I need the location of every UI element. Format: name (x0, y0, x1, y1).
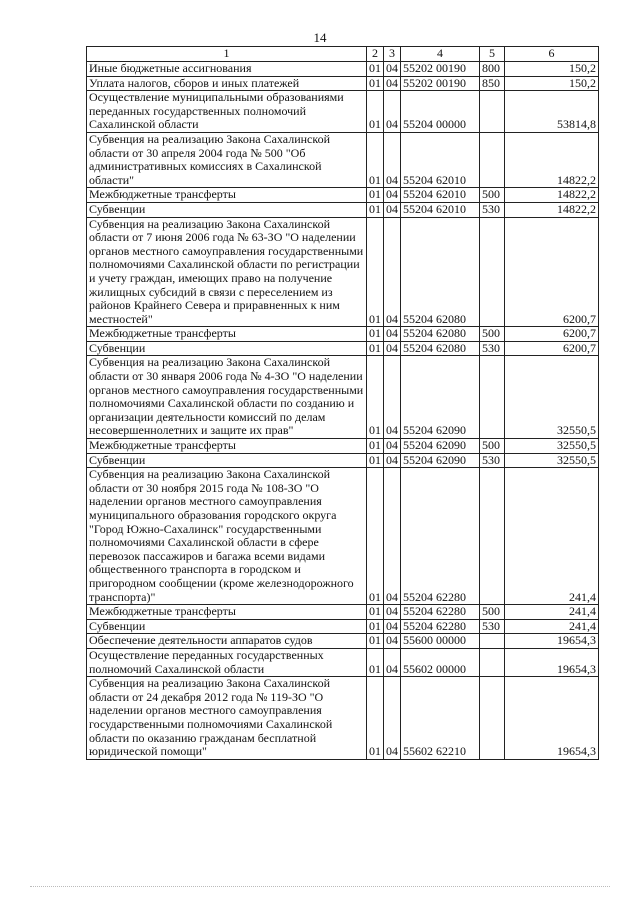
cell-expense-kind: 530 (480, 341, 505, 356)
cell-expense-kind (480, 217, 505, 327)
cell-sum: 19654,3 (505, 677, 599, 760)
cell-subsection: 04 (384, 76, 401, 91)
cell-sum: 241,4 (505, 468, 599, 605)
table-row (87, 202, 599, 217)
cell-expense-kind: 530 (480, 202, 505, 217)
page-number: 14 (313, 30, 327, 45)
cell-name: Межбюджетные трансферты (87, 327, 367, 342)
cell-section: 01 (367, 327, 384, 342)
cell-name: Субвенция на реализацию Закона Сахалинской области от 30 апреля 2004 года № 500 "Об административных комиссиях в Сахалинской области" (87, 132, 367, 187)
cell-name: Осуществление переданных государственных полномочий Сахалинской области (87, 648, 367, 676)
cell-section: 01 (367, 132, 384, 187)
cell-section: 01 (367, 619, 384, 634)
cell-sum: 241,4 (505, 619, 599, 634)
cell-expense-kind: 500 (480, 439, 505, 454)
cell-section: 01 (367, 91, 384, 133)
cell-section: 01 (367, 468, 384, 605)
cell-article: 55204 62080 (401, 327, 480, 342)
header-cell-subsection: 3 (384, 47, 401, 62)
cell-expense-kind: 530 (480, 453, 505, 468)
cell-sum: 150,2 (505, 76, 599, 91)
cell-expense-kind (480, 356, 505, 439)
cell-subsection: 04 (384, 188, 401, 203)
cell-article: 55204 62010 (401, 188, 480, 203)
cell-subsection: 04 (384, 439, 401, 454)
cell-article: 55204 62090 (401, 453, 480, 468)
cell-subsection: 04 (384, 341, 401, 356)
cell-sum: 241,4 (505, 605, 599, 620)
table-row (87, 605, 599, 620)
table-row (87, 634, 599, 649)
cell-name: Иные бюджетные ассигнования (87, 62, 367, 77)
cell-sum: 53814,8 (505, 91, 599, 133)
table-row (87, 217, 599, 327)
cell-section: 01 (367, 76, 384, 91)
table-row (87, 619, 599, 634)
cell-expense-kind: 800 (480, 62, 505, 77)
cell-name: Обеспечение деятельности аппаратов судов (87, 634, 367, 649)
table-row (87, 76, 599, 91)
cell-name: Межбюджетные трансферты (87, 605, 367, 620)
budget-table (86, 46, 599, 760)
header-cell-expense-kind: 5 (480, 47, 505, 62)
table-row (87, 341, 599, 356)
header-row (87, 47, 599, 62)
cell-sum: 32550,5 (505, 453, 599, 468)
cell-article: 55204 62010 (401, 202, 480, 217)
cell-sum: 32550,5 (505, 439, 599, 454)
budget-table-body (87, 47, 599, 760)
cell-sum: 14822,2 (505, 188, 599, 203)
table-row (87, 91, 599, 133)
cell-expense-kind (480, 91, 505, 133)
cell-section: 01 (367, 356, 384, 439)
table-row (87, 327, 599, 342)
cell-subsection: 04 (384, 634, 401, 649)
header-cell-article: 4 (401, 47, 480, 62)
cell-sum: 6200,7 (505, 327, 599, 342)
cell-expense-kind: 500 (480, 188, 505, 203)
cell-name: Субвенции (87, 341, 367, 356)
cell-name: Уплата налогов, сборов и иных платежей (87, 76, 367, 91)
cell-section: 01 (367, 453, 384, 468)
cell-article: 55204 62280 (401, 468, 480, 605)
table-row (87, 188, 599, 203)
cell-subsection: 04 (384, 356, 401, 439)
cell-sum: 32550,5 (505, 356, 599, 439)
cell-name: Осуществление муниципальными образованиями переданных государственных полномочий Сахалинской области (87, 91, 367, 133)
cell-section: 01 (367, 439, 384, 454)
cell-expense-kind: 850 (480, 76, 505, 91)
cell-section: 01 (367, 677, 384, 760)
cell-sum: 19654,3 (505, 648, 599, 676)
cell-sum: 6200,7 (505, 341, 599, 356)
cell-section: 01 (367, 202, 384, 217)
cell-section: 01 (367, 634, 384, 649)
cell-expense-kind: 530 (480, 619, 505, 634)
header-cell-sum: 6 (505, 47, 599, 62)
cell-subsection: 04 (384, 677, 401, 760)
cell-name: Субвенции (87, 619, 367, 634)
cell-name: Субвенция на реализацию Закона Сахалинской области от 30 ноября 2015 года № 108-ЗО "О наделении органов местного самоуправления муниципального образования городского округа "Город Южно-Сахалинск" государственными полномочиями Сахалинской области в сфере перевозок пассажиров и багажа всеми видами общественного транспорта в городском и пригородном сообщении (кроме железнодорожного транспорта)" (87, 468, 367, 605)
table-row (87, 648, 599, 676)
cell-name: Субвенция на реализацию Закона Сахалинской области от 24 декабря 2012 года № 119-ЗО "О наделении органов местного самоуправления государственными полномочиями Сахалинской области по оказанию гражданам бесплатной юридической помощи" (87, 677, 367, 760)
cell-section: 01 (367, 217, 384, 327)
cell-subsection: 04 (384, 202, 401, 217)
cell-expense-kind: 500 (480, 605, 505, 620)
cell-article: 55602 62210 (401, 677, 480, 760)
cell-expense-kind (480, 468, 505, 605)
cell-name: Субвенции (87, 453, 367, 468)
cell-article: 55600 00000 (401, 634, 480, 649)
cell-section: 01 (367, 341, 384, 356)
cell-subsection: 04 (384, 327, 401, 342)
cell-section: 01 (367, 605, 384, 620)
table-row (87, 468, 599, 605)
cell-article: 55204 62080 (401, 217, 480, 327)
cell-sum: 14822,2 (505, 202, 599, 217)
header-cell-section: 2 (367, 47, 384, 62)
cell-section: 01 (367, 188, 384, 203)
cell-subsection: 04 (384, 62, 401, 77)
cell-name: Межбюджетные трансферты (87, 439, 367, 454)
cell-name: Субвенция на реализацию Закона Сахалинской области от 7 июня 2006 года № 63-ЗО "О наделении органов местного самоуправления государственными полномочиями Сахалинской области по регистрации и учету граждан, имеющих право на получение жилищных субсидий в связи с переселением из районов Крайнего Севера и приравненных к ним местностей" (87, 217, 367, 327)
cell-article: 55204 62280 (401, 605, 480, 620)
cell-subsection: 04 (384, 619, 401, 634)
cell-subsection: 04 (384, 468, 401, 605)
cell-article: 55202 00190 (401, 62, 480, 77)
cell-article: 55204 62010 (401, 132, 480, 187)
cell-subsection: 04 (384, 91, 401, 133)
header-cell-name: 1 (87, 47, 367, 62)
table-row (87, 132, 599, 187)
cell-name: Межбюджетные трансферты (87, 188, 367, 203)
cell-sum: 19654,3 (505, 634, 599, 649)
cell-article: 55204 62080 (401, 341, 480, 356)
cell-subsection: 04 (384, 648, 401, 676)
table-row (87, 439, 599, 454)
cell-expense-kind: 500 (480, 327, 505, 342)
table-row (87, 356, 599, 439)
cell-section: 01 (367, 648, 384, 676)
table-row (87, 453, 599, 468)
cell-subsection: 04 (384, 605, 401, 620)
cell-subsection: 04 (384, 217, 401, 327)
cell-article: 55204 00000 (401, 91, 480, 133)
cell-article: 55204 62090 (401, 439, 480, 454)
cell-name: Субвенции (87, 202, 367, 217)
cell-subsection: 04 (384, 132, 401, 187)
table-row (87, 677, 599, 760)
cell-expense-kind (480, 677, 505, 760)
cell-expense-kind (480, 648, 505, 676)
cell-article: 55602 00000 (401, 648, 480, 676)
cell-section: 01 (367, 62, 384, 77)
cell-article: 55204 62090 (401, 356, 480, 439)
cell-expense-kind (480, 634, 505, 649)
table-row (87, 62, 599, 77)
scan-artifact (30, 886, 610, 889)
cell-name: Субвенция на реализацию Закона Сахалинской области от 30 января 2006 года № 4-ЗО "О наделении органов местного самоуправления государственными полномочиями Сахалинской области по созданию и организации деятельности комиссий по делам несовершеннолетних и защите их прав" (87, 356, 367, 439)
cell-subsection: 04 (384, 453, 401, 468)
cell-article: 55202 00190 (401, 76, 480, 91)
cell-sum: 6200,7 (505, 217, 599, 327)
cell-article: 55204 62280 (401, 619, 480, 634)
cell-sum: 14822,2 (505, 132, 599, 187)
cell-sum: 150,2 (505, 62, 599, 77)
cell-expense-kind (480, 132, 505, 187)
